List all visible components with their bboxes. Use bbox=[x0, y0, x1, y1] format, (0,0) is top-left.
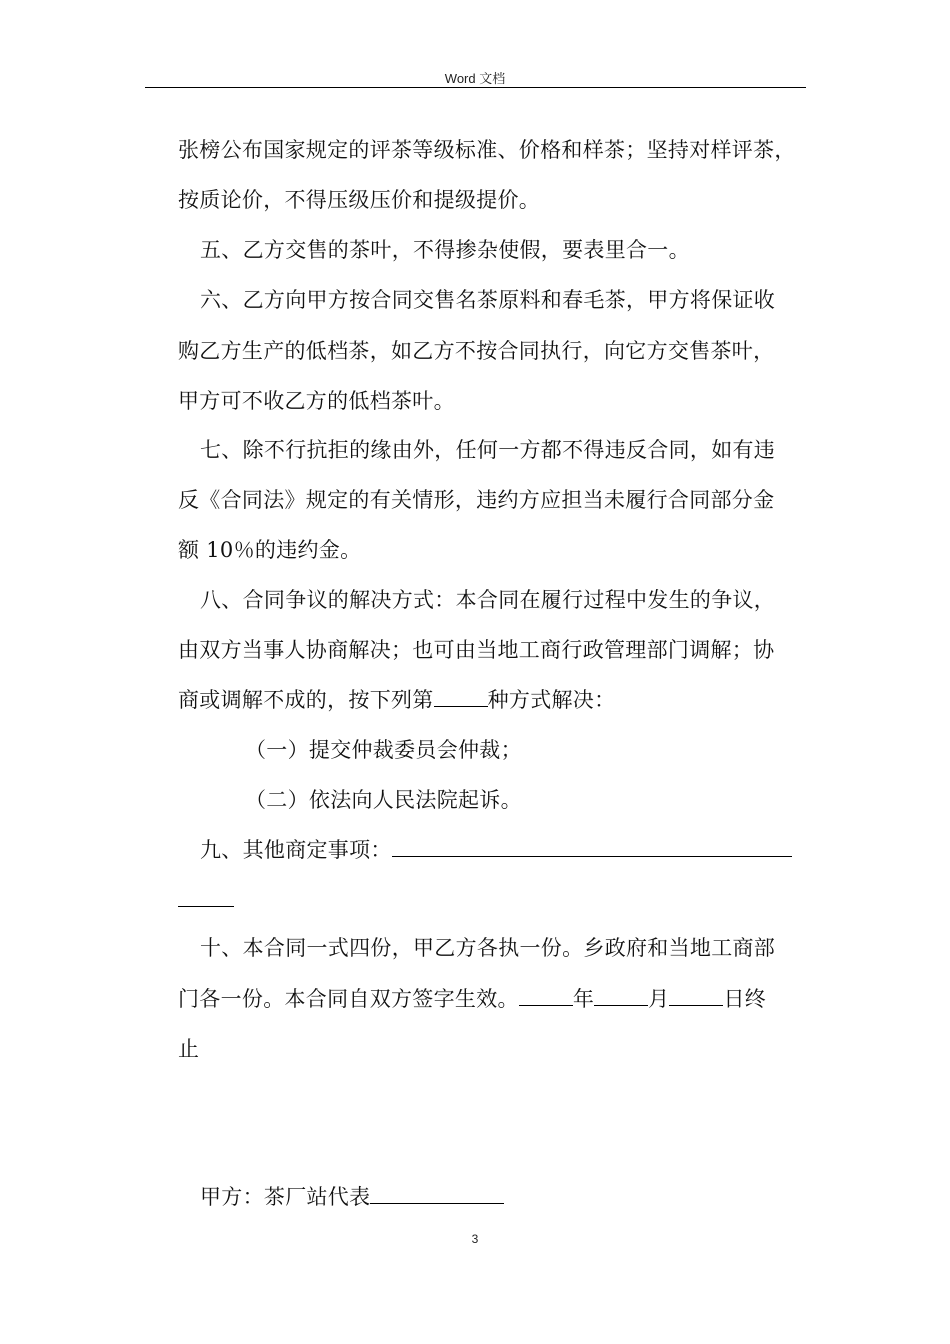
option-1: （一）提交仲裁委员会仲裁； bbox=[245, 738, 522, 762]
line-text: 九、其他商定事项： bbox=[200, 838, 392, 862]
body-line bbox=[178, 985, 766, 1013]
body-line: 按质论价，不得压级压价和提级提价。 bbox=[178, 188, 541, 212]
header-title: Word 文档 bbox=[444, 71, 506, 86]
page-number: 3 bbox=[471, 1232, 479, 1246]
line-text: 甲方：茶厂站代表 bbox=[200, 1185, 371, 1209]
body-line bbox=[178, 686, 615, 714]
line-text: 日终 bbox=[723, 987, 767, 1011]
clause-9 bbox=[200, 836, 792, 864]
blank-field bbox=[370, 1183, 504, 1204]
blank-field bbox=[434, 686, 488, 707]
line-text: 种方式解决： bbox=[487, 688, 616, 712]
option-2: （二）依法向人民法院起诉。 bbox=[245, 788, 522, 812]
clause-6: 六、乙方向甲方按合同交售名茶原料和春毛茶，甲方将保证收 bbox=[200, 288, 776, 312]
body-line: 由双方当事人协商解决；也可由当地工商行政管理部门调解；协 bbox=[178, 638, 775, 662]
blank-field bbox=[392, 836, 792, 857]
body-line: 额 10％的违约金。 bbox=[178, 538, 362, 562]
blank-field bbox=[178, 886, 234, 907]
line-text: 门各一份。本合同自双方签字生效。 bbox=[178, 987, 519, 1011]
clause-10: 十、本合同一式四份，甲乙方各执一份。乡政府和当地工商部 bbox=[200, 936, 776, 960]
signature-party-a bbox=[200, 1183, 504, 1211]
line-text: 商或调解不成的，按下列第 bbox=[178, 688, 434, 712]
body-line: 反《合同法》规定的有关情形，违约方应担当未履行合同部分金 bbox=[178, 488, 775, 512]
clause-8: 八、合同争议的解决方式：本合同在履行过程中发生的争议， bbox=[200, 588, 776, 612]
line-text: 月 bbox=[648, 987, 670, 1011]
blank-field bbox=[519, 985, 573, 1006]
body-line bbox=[178, 886, 234, 914]
line-text: 年 bbox=[572, 987, 595, 1011]
clause-5: 五、乙方交售的茶叶，不得掺杂使假，要表里合一。 bbox=[200, 238, 690, 262]
body-line: 张榜公布国家规定的评茶等级标准、价格和样茶；坚持对样评茶， bbox=[178, 138, 796, 162]
blank-field bbox=[669, 985, 723, 1006]
body-line: 甲方可不收乙方的低档茶叶。 bbox=[178, 389, 455, 413]
header-rule bbox=[145, 87, 806, 88]
blank-field bbox=[594, 985, 648, 1006]
body-line: 止 bbox=[178, 1037, 200, 1061]
body-line: 购乙方生产的低档茶，如乙方不按合同执行，向它方交售茶叶， bbox=[178, 339, 775, 363]
clause-7: 七、除不行抗拒的缘由外，任何一方都不得违反合同，如有违 bbox=[200, 438, 776, 462]
